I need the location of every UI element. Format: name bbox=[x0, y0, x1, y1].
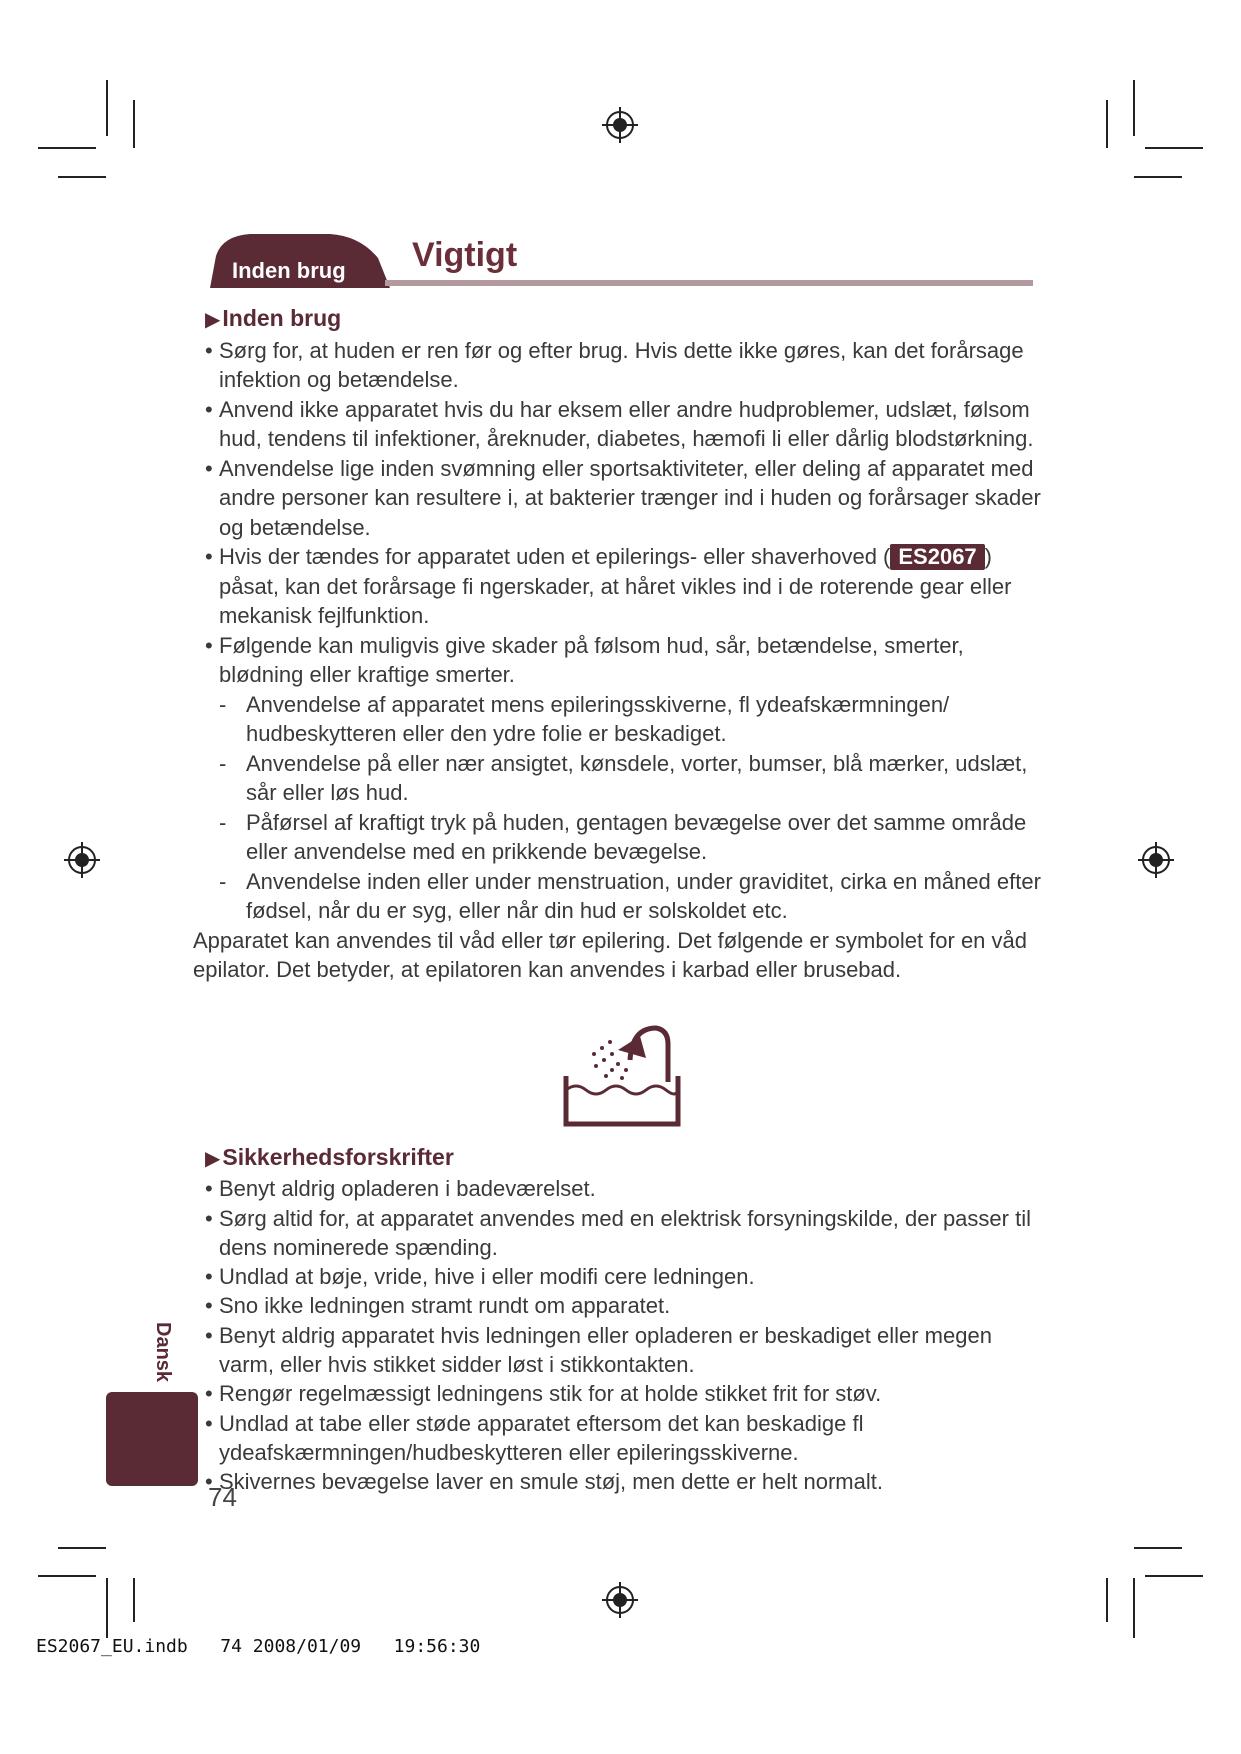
list-item: • Sno ikke ledningen stramt rundt om apparatet. bbox=[205, 1291, 1045, 1320]
crop-mark bbox=[58, 176, 106, 178]
triangle-icon: ▶ bbox=[205, 309, 221, 331]
crop-mark bbox=[1106, 100, 1108, 148]
crop-mark bbox=[1106, 1578, 1108, 1622]
crop-mark bbox=[38, 147, 96, 149]
section-heading: ▶Inden brug bbox=[205, 305, 342, 331]
list-item: • Skivernes bevægelse laver en smule støj, men dette er helt normalt. bbox=[205, 1467, 1045, 1496]
registration-mark-icon bbox=[62, 840, 102, 880]
list-item: • Sørg for, at huden er ren før og efter brug. Hvis dette ikke gøres, kan det forårsage infektion og betændelse. bbox=[205, 336, 1045, 395]
wet-use-paragraph: Apparatet kan anvendes til våd eller tør epilering. Det følgende er symbolet for en våd epilator. Det betyder, at epilatoren kan anvendes i karbad eller brusebad. bbox=[193, 927, 1028, 982]
sub-list-item: - Anvendelse på eller nær ansigtet, kønsdele, vorter, bumser, blå mærker, udslæt, sår eller løs hud. bbox=[219, 749, 1045, 808]
title-rule bbox=[385, 280, 1033, 286]
section-safety bbox=[205, 1143, 1045, 1497]
list-item: • Hvis der tændes for apparatet uden et epilerings- eller shaverhoved ( ES2067 ) påsat, kan det forårsage fi ngerskader, at håret vikles ind i de roterende gear eller mekanisk fejlfunktion. bbox=[205, 542, 1045, 631]
page-number: 74 bbox=[208, 1482, 237, 1512]
list-item: • Undlad at bøje, vride, hive i eller modifi cere ledningen. bbox=[205, 1262, 1045, 1291]
print-footer: ES2067_EU.indb 74 2008/01/09 19:56:30 bbox=[36, 1636, 481, 1657]
triangle-icon: ▶ bbox=[205, 1148, 221, 1170]
list-item: • Benyt aldrig apparatet hvis ledningen eller opladeren er beskadiget eller megen varm, eller hvis stikket sidder løst i stikkontakten. bbox=[205, 1321, 1045, 1380]
sub-list-item: - Påførsel af kraftigt tryk på huden, gentagen bevægelse over det samme område eller anvendelse med en prikkende bevægelse. bbox=[219, 808, 1045, 867]
registration-mark-icon bbox=[600, 1580, 640, 1620]
model-badge: ES2067 bbox=[890, 544, 984, 570]
shower-bath-icon bbox=[560, 1020, 684, 1130]
crop-mark bbox=[1134, 1547, 1182, 1549]
crop-mark bbox=[133, 1578, 135, 1622]
header-tab-label: Inden brug bbox=[232, 258, 346, 283]
list-item: • Rengør regelmæssigt ledningens stik for at holde stikket frit for støv. bbox=[205, 1379, 1045, 1408]
list-item: • Undlad at tabe eller støde apparatet eftersom det kan beskadige fl ydeafskærmningen/hudbeskytteren eller epileringsskiverne. bbox=[205, 1409, 1045, 1468]
sub-list-item: - Anvendelse inden eller under menstruation, under graviditet, cirka en måned efter fødsel, når du er syg, eller når din hud er solskoldet etc. bbox=[219, 867, 1045, 926]
crop-mark bbox=[106, 80, 108, 136]
crop-mark bbox=[1134, 176, 1182, 178]
crop-mark bbox=[106, 1578, 108, 1638]
crop-mark bbox=[1133, 80, 1135, 136]
list-item: • Sørg altid for, at apparatet anvendes med en elektrisk forsyningskilde, der passer til dens nominerede spænding. bbox=[205, 1204, 1045, 1263]
sub-list-item: - Anvendelse af apparatet mens epileringsskiverne, fl ydeafskærmningen/ hudbeskytteren eller den ydre folie er beskadiget. bbox=[219, 690, 1045, 749]
list-item: • Benyt aldrig opladeren i badeværelset. bbox=[205, 1174, 1045, 1203]
page-title: Vigtigt bbox=[412, 236, 518, 274]
language-tab bbox=[106, 1392, 198, 1486]
crop-mark bbox=[58, 1547, 106, 1549]
crop-mark bbox=[1133, 1578, 1135, 1638]
registration-mark-icon bbox=[1136, 840, 1176, 880]
registration-mark-icon bbox=[600, 105, 640, 145]
language-tab-label: Dansk bbox=[152, 1322, 174, 1383]
crop-mark bbox=[38, 1575, 96, 1577]
crop-mark bbox=[133, 100, 135, 148]
list-item: • Anvend ikke apparatet hvis du har eksem eller andre hudproblemer, udslæt, følsom hud, tendens til infektioner, åreknuder, diabetes, hæmofi li eller dårlig blodstørkning. bbox=[205, 395, 1045, 454]
section-before-use bbox=[193, 304, 1045, 985]
section-heading: ▶Sikkerhedsforskrifter bbox=[205, 1144, 454, 1170]
list-item: • Anvendelse lige inden svømning eller sportsaktiviteter, eller deling af apparatet med andre personer kan resultere i, at bakterier trænger ind i huden og forårsager skader og betændelse. bbox=[205, 454, 1045, 543]
list-item: • Følgende kan muligvis give skader på følsom hud, sår, betændelse, smerter, blødning eller kraftige smerter. bbox=[205, 631, 1045, 690]
crop-mark bbox=[1145, 1575, 1203, 1577]
crop-mark bbox=[1145, 147, 1203, 149]
